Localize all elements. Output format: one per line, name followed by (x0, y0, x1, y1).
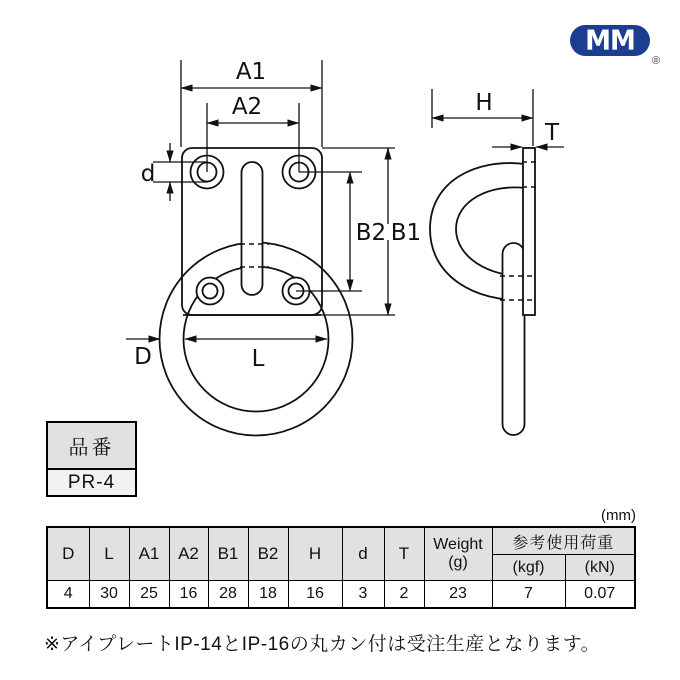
col-header-d: d (342, 527, 384, 581)
label-B1: B1 (390, 220, 422, 246)
label-T: T (544, 120, 560, 146)
label-A1: A1 (235, 59, 267, 85)
dim-H (432, 89, 533, 146)
weight-line1: Weight (433, 535, 483, 553)
part-number-header: 品番 (48, 423, 135, 470)
value-kn: 0.07 (565, 581, 635, 609)
value-D: 4 (47, 581, 89, 609)
mm-logo (570, 25, 650, 56)
side-view (430, 89, 564, 435)
label-L: L (251, 346, 265, 372)
col-header-load: 参考使用荷重 (492, 527, 635, 555)
spec-table (46, 526, 636, 609)
col-header-A2: A2 (169, 527, 208, 581)
value-T: 2 (384, 581, 424, 609)
col-header-B1: B1 (208, 527, 248, 581)
part-number-box (46, 421, 137, 497)
weight-line2: (g) (448, 554, 468, 571)
col-header-kn: (kN) (565, 555, 635, 581)
label-A2: A2 (231, 94, 263, 120)
col-header-A1: A1 (129, 527, 169, 581)
dim-T (492, 120, 564, 147)
value-L: 30 (89, 581, 129, 609)
col-header-L: L (89, 527, 129, 581)
col-header-weight (424, 527, 492, 581)
front-view (126, 59, 421, 436)
registered-mark: ® (652, 55, 661, 67)
value-d: 3 (342, 581, 384, 609)
label-H: H (475, 90, 493, 116)
value-weight: 23 (424, 581, 492, 609)
value-H: 16 (288, 581, 342, 609)
col-header-kgf: (kgf) (492, 555, 565, 581)
value-A2: 16 (169, 581, 208, 609)
side-plate (523, 148, 535, 315)
dim-L (185, 339, 327, 372)
dim-D (126, 339, 160, 370)
spec-values-row (47, 581, 635, 609)
side-ring (503, 243, 525, 435)
value-B1: 28 (208, 581, 248, 609)
mm-logo-text: MM (585, 24, 635, 57)
label-D: D (134, 344, 152, 370)
front-eye-strap (242, 162, 263, 295)
col-header-T: T (384, 527, 424, 581)
unit-note: (mm) (601, 507, 636, 524)
label-B2: B2 (355, 220, 387, 246)
label-d: d (140, 161, 156, 187)
col-header-B2: B2 (248, 527, 288, 581)
col-header-H: H (288, 527, 342, 581)
value-kgf: 7 (492, 581, 565, 609)
footnote: ※アイプレートIP-14とIP-16の丸カン付は受注生産となります。 (44, 634, 601, 655)
col-header-D: D (47, 527, 89, 581)
value-A1: 25 (129, 581, 169, 609)
value-B2: 18 (248, 581, 288, 609)
part-number-value: PR-4 (48, 470, 135, 495)
